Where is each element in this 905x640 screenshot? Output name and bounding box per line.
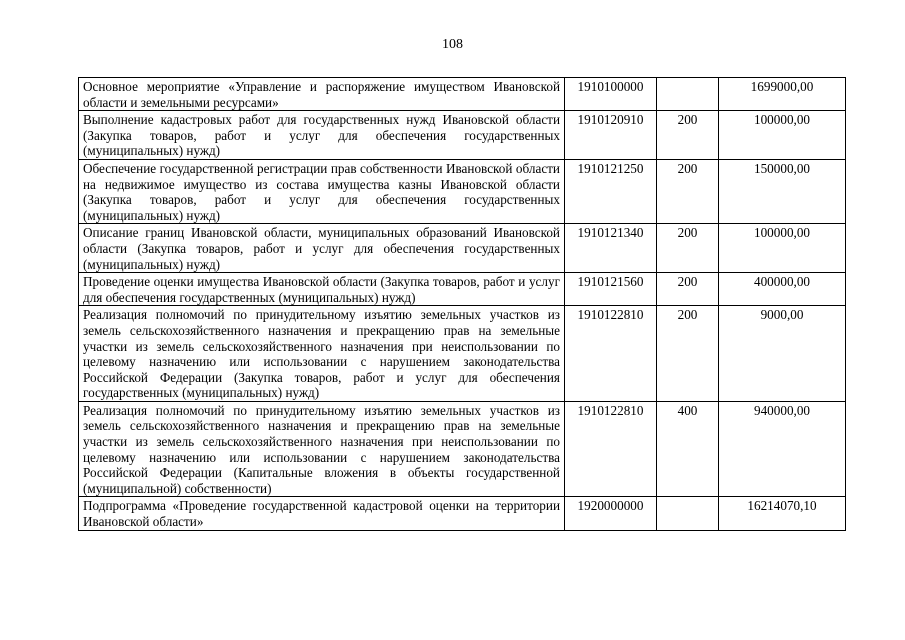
row-description: Реализация полномочий по принудительному изъятию земельных участков из земель сельскохозяйственного назначения и прекращению прав на земельные участки из земель сельскохозяйственного назначения при неиспользовании по целевому назначению или использовании с нарушением законодательства Российской Федерации (Закупка товаров, работ и услуг для обеспечения государственных (муниципальных) нужд) <box>79 306 565 402</box>
target-article-code: 1910121560 <box>565 273 657 306</box>
table-row <box>79 497 846 530</box>
page-number: 108 <box>442 37 463 52</box>
row-description: Выполнение кадастровых работ для государственных нужд Ивановской области (Закупка товаров, работ и услуг для обеспечения государственных (муниципальных) нужд) <box>79 111 565 160</box>
target-article-code: 1910121340 <box>565 224 657 273</box>
amount-value: 940000,00 <box>719 401 846 497</box>
expense-type-code <box>657 497 719 530</box>
row-description: Основное мероприятие «Управление и распоряжение имуществом Ивановской области и земельными ресурсами» <box>79 78 565 111</box>
expense-type-code: 200 <box>657 273 719 306</box>
table-row <box>79 306 846 402</box>
target-article-code: 1910120910 <box>565 111 657 160</box>
table-row <box>79 273 846 306</box>
budget-table <box>78 77 846 531</box>
target-article-code: 1910121250 <box>565 159 657 223</box>
table-row <box>79 159 846 223</box>
expense-type-code: 200 <box>657 306 719 402</box>
row-description: Реализация полномочий по принудительному изъятию земельных участков из земель сельскохозяйственного назначения и прекращению прав на земельные участки из земель сельскохозяйственного назначения при неиспользовании по целевому назначению или использовании с нарушением законодательства Российской Федерации (Капитальные вложения в объекты государственной (муниципальной) собственности) <box>79 401 565 497</box>
amount-value: 100000,00 <box>719 224 846 273</box>
expense-type-code <box>657 78 719 111</box>
row-description: Проведение оценки имущества Ивановской области (Закупка товаров, работ и услуг для обеспечения государственных (муниципальных) нужд) <box>79 273 565 306</box>
amount-value: 100000,00 <box>719 111 846 160</box>
target-article-code: 1910122810 <box>565 401 657 497</box>
expense-type-code: 200 <box>657 111 719 160</box>
target-article-code: 1910100000 <box>565 78 657 111</box>
row-description: Обеспечение государственной регистрации прав собственности Ивановской области на недвижимое имущество из состава имущества казны Ивановской области (Закупка товаров, работ и услуг для обеспечения государственных (муниципальных) нужд) <box>79 159 565 223</box>
amount-value: 1699000,00 <box>719 78 846 111</box>
target-article-code: 1910122810 <box>565 306 657 402</box>
amount-value: 400000,00 <box>719 273 846 306</box>
expense-type-code: 400 <box>657 401 719 497</box>
amount-value: 150000,00 <box>719 159 846 223</box>
amount-value: 16214070,10 <box>719 497 846 530</box>
target-article-code: 1920000000 <box>565 497 657 530</box>
row-description: Описание границ Ивановской области, муниципальных образований Ивановской области (Закупка товаров, работ и услуг для обеспечения государственных (муниципальных) нужд) <box>79 224 565 273</box>
amount-value: 9000,00 <box>719 306 846 402</box>
row-description: Подпрограмма «Проведение государственной кадастровой оценки на территории Ивановской области» <box>79 497 565 530</box>
table-row <box>79 224 846 273</box>
expense-type-code: 200 <box>657 224 719 273</box>
table-row <box>79 111 846 160</box>
expense-type-code: 200 <box>657 159 719 223</box>
table-row <box>79 401 846 497</box>
table-row <box>79 78 846 111</box>
